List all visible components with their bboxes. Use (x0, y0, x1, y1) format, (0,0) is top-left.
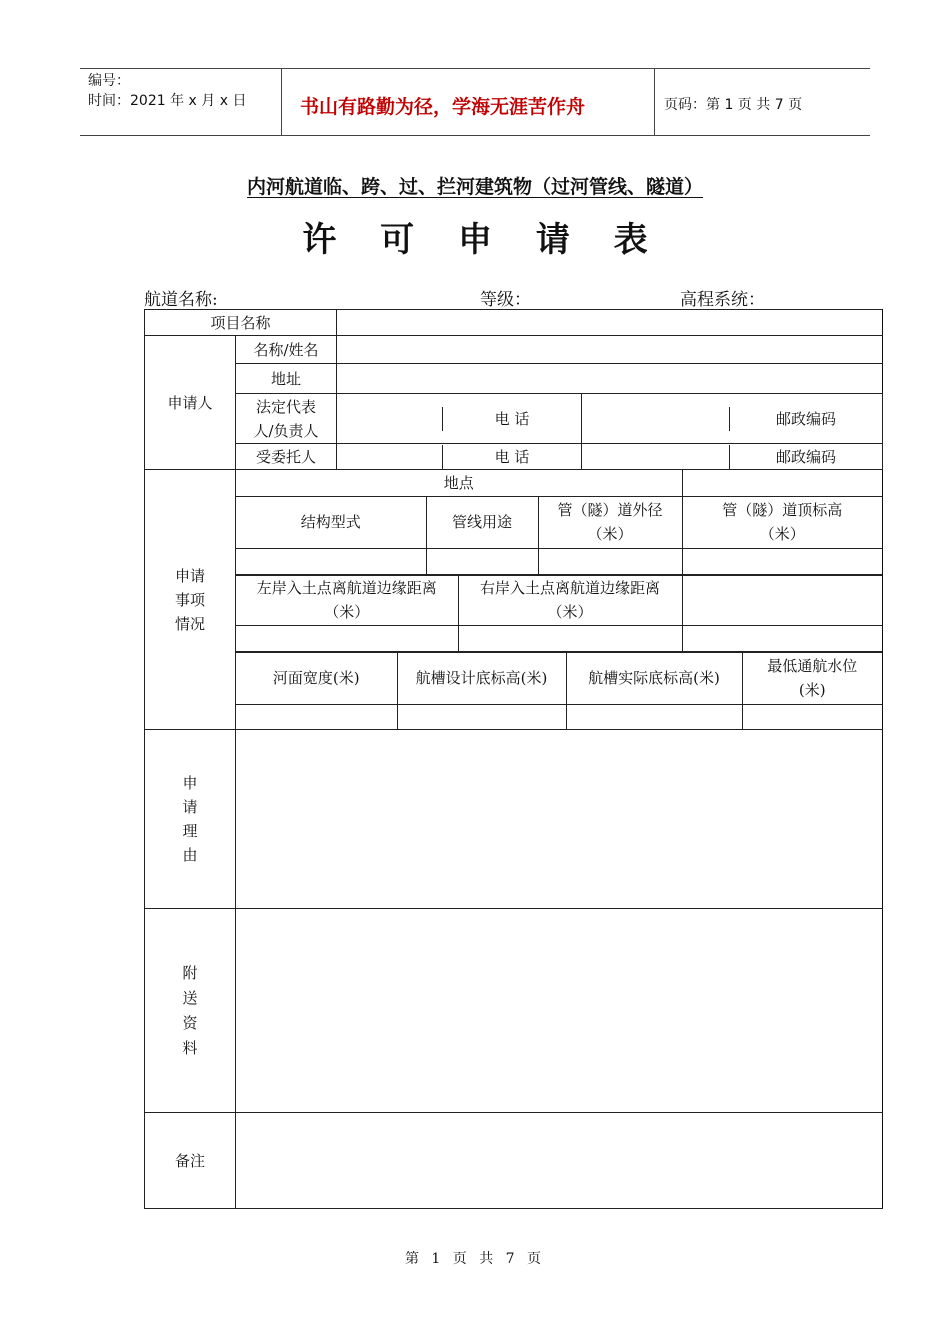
matters-grid (236, 470, 883, 730)
left-bank-distance-field[interactable] (236, 625, 458, 651)
top-elevation-line2: （米） (759, 525, 805, 543)
matters-label-line3: 情况 (174, 614, 205, 633)
actual-bottom-field[interactable] (566, 704, 742, 729)
grade-label: 等级： (480, 290, 531, 310)
left-bank-distance-label (236, 575, 458, 625)
right-bank-distance-label (458, 575, 682, 625)
structure-type-field[interactable] (236, 548, 426, 574)
entrusted-field[interactable] (337, 445, 443, 469)
remarks-label: 备注 (145, 1113, 236, 1209)
top-elevation-field[interactable] (682, 548, 882, 574)
outer-diameter-line1: 管（隧）道外径 (557, 501, 663, 519)
matters-label-line2: 事项 (174, 590, 205, 609)
attachments-char-1: 附 (182, 963, 198, 982)
remarks-field[interactable] (236, 1113, 883, 1209)
outer-diameter-field[interactable] (538, 548, 682, 574)
postcode-label-2: 邮政编码 (776, 447, 837, 466)
header-motto: 书山有路勤为径，学海无涯苦作舟 (300, 96, 586, 118)
form-title-line2: 许 可 申 请 表 (302, 220, 664, 260)
entrusted-phone-field[interactable] (582, 445, 730, 469)
reason-char-3: 理 (182, 822, 198, 840)
min-water-level-label (742, 652, 882, 704)
reason-char-2: 请 (182, 798, 198, 816)
legal-rep-field[interactable] (337, 407, 443, 431)
phone-field[interactable] (582, 407, 730, 431)
bank-extra-cell[interactable] (682, 575, 882, 625)
project-name-field[interactable] (337, 310, 883, 336)
design-bottom-label: 航槽设计底标高(米) (397, 652, 566, 704)
doc-code-label: 编号： (88, 73, 130, 89)
matters-label (145, 470, 236, 730)
matters-label-line1: 申请 (174, 566, 205, 585)
actual-bottom-label: 航槽实际底标高(米) (566, 652, 742, 704)
page-footer: 第 1 页 共 7 页 (404, 1251, 546, 1267)
elevation-system-label: 高程系统： (680, 290, 765, 310)
min-water-level-field[interactable] (742, 704, 882, 729)
outer-diameter-label (538, 496, 682, 548)
entrusted-label: 受委托人 (236, 444, 337, 470)
attachments-field[interactable] (236, 909, 883, 1113)
attachments-char-3: 资 (182, 1013, 198, 1032)
reason-field[interactable] (236, 730, 883, 909)
location-field[interactable] (682, 470, 882, 496)
right-bank-line1: 右岸入土点离航道边缘距离 (479, 579, 660, 597)
header-top-rule (80, 68, 870, 69)
address-field[interactable] (337, 364, 883, 394)
legal-rep-label-line2: 人/负责人 (253, 421, 319, 440)
right-bank-line2: （米） (547, 603, 593, 621)
header-divider-left (281, 68, 282, 136)
left-bank-line2: （米） (324, 603, 370, 621)
structure-type-label: 结构型式 (236, 496, 426, 548)
outer-diameter-line2: （米） (587, 525, 633, 543)
attachments-char-4: 料 (182, 1038, 198, 1057)
entrusted-postcode-group (582, 444, 883, 470)
attachments-label (145, 909, 236, 1113)
legal-rep-label (236, 394, 337, 444)
header-bottom-rule (80, 135, 870, 136)
postcode-label: 邮政编码 (776, 409, 837, 428)
applicant-label: 申请人 (145, 336, 236, 470)
project-name-label: 项目名称 (145, 310, 337, 336)
doc-time-label: 时间：2021 年 x 月 x 日 (88, 93, 247, 109)
design-bottom-field[interactable] (397, 704, 566, 729)
reason-char-1: 申 (182, 774, 198, 792)
header-divider-right (654, 68, 655, 136)
channel-name-label: 航道名称: (144, 290, 218, 310)
min-water-line2: (米) (798, 681, 826, 699)
form-title-line1: 内河航道临、跨、过、拦河建筑物（过河管线、隧道） (246, 176, 703, 198)
bank-extra-field[interactable] (682, 625, 882, 651)
page-info: 页码：第 1 页 共 7 页 (664, 97, 803, 113)
reason-label (145, 730, 236, 909)
right-bank-distance-field[interactable] (458, 625, 682, 651)
top-elevation-label (682, 496, 882, 548)
river-width-field[interactable] (236, 704, 397, 729)
min-water-line1: 最低通航水位 (767, 657, 858, 675)
river-width-label: 河面宽度(米) (236, 652, 397, 704)
attachments-char-2: 送 (182, 988, 198, 1007)
phone-label: 电 话 (494, 409, 530, 428)
name-field[interactable] (337, 336, 883, 364)
phone-label-2: 电 话 (494, 447, 530, 466)
left-bank-line1: 左岸入土点离航道边缘距离 (256, 579, 437, 597)
phone-postcode-group (582, 394, 883, 444)
entrusted-phone-group (337, 444, 582, 470)
pipeline-use-field[interactable] (426, 548, 538, 574)
legal-rep-phone-group (337, 394, 582, 444)
reason-char-4: 由 (182, 846, 198, 864)
top-elevation-line1: 管（隧）道顶标高 (722, 501, 843, 519)
pipeline-use-label: 管线用途 (426, 496, 538, 548)
address-label: 地址 (236, 364, 337, 394)
legal-rep-label-line1: 法定代表 (256, 397, 317, 416)
application-form-table (144, 309, 883, 1209)
name-label: 名称/姓名 (236, 336, 337, 364)
location-label: 地点 (236, 470, 682, 496)
